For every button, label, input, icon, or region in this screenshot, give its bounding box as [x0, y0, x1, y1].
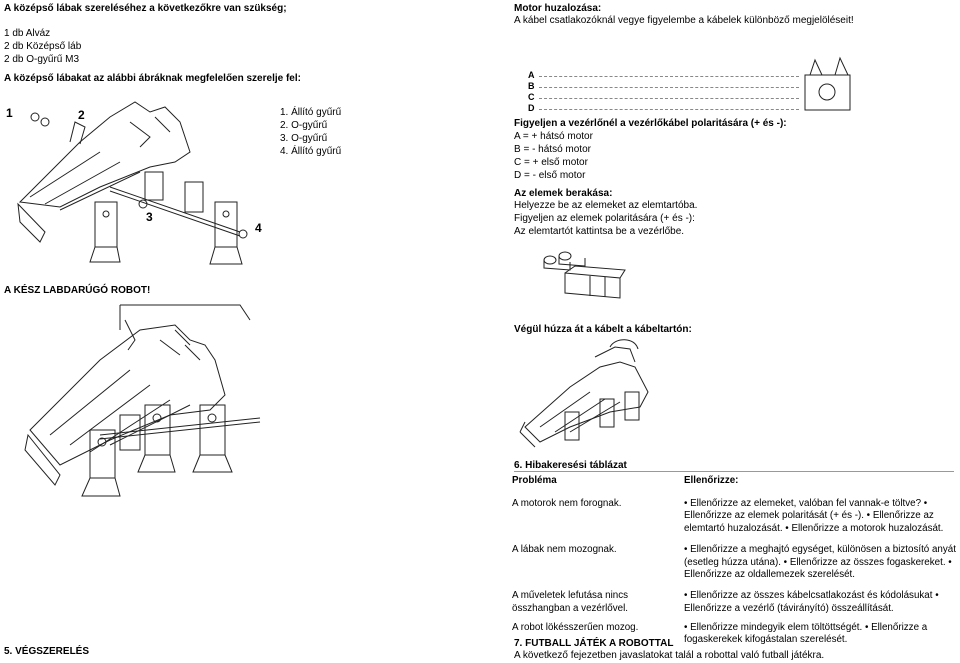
check-cell: • Ellenőrizze a meghajtó egységet, különösen a biztosító anyát (esetleg húzza utána). • Ellenőrizze az összes fogaskereket. • Ellenőrizze az oldallemezek szerelését. — [684, 543, 956, 581]
column-header-check: Ellenőrizze: — [684, 475, 739, 486]
motor-wiring-text: A kábel csatlakozóknál vegye figyelembe a kábelek különböző megjelöléseit! — [514, 15, 854, 26]
wire-c — [539, 98, 799, 99]
parts-list — [4, 27, 81, 66]
left-heading: A középső lábak szereléséhez a következőkre van szükség; — [4, 3, 287, 14]
table-row — [512, 490, 956, 538]
polarity-item: A = + hátsó motor — [514, 131, 593, 142]
section-5-title: 5. VÉGSZERELÉS — [4, 646, 90, 657]
wire-label-d: D — [528, 103, 535, 113]
section-7-text: A következő fejezetben javaslatokat talál a robottal való futball játékra. — [514, 650, 825, 661]
legend-item: 2. O-gyűrű — [280, 120, 328, 131]
check-cell: • Ellenőrizze mindegyik elem töltöttségét. • Ellenőrizze a fogaskerekek kifogástalan szerelését. — [684, 621, 928, 646]
wire-label-a: A — [528, 70, 535, 80]
polarity-title: Figyeljen a vezérlőnél a vezérlőkábel polaritására (+ és -): — [514, 118, 787, 129]
problem-cell: A lábak nem mozognak. — [512, 543, 617, 555]
problem-cell: A műveletek lefutása nincs összhangban a vezérlővel. — [512, 590, 629, 614]
legend-item: 4. Állító gyűrű — [280, 146, 342, 157]
table-row — [512, 538, 956, 584]
wire-a — [539, 76, 799, 77]
polarity-item: B = - hátsó motor — [514, 144, 591, 155]
part-item: 2 db Középső láb — [4, 41, 82, 52]
controller-illustration — [800, 55, 860, 115]
wire-d — [539, 109, 799, 110]
check-cell: • Ellenőrizze az összes kábelcsatlakozást és kódolásukat • Ellenőrizze a vezérlő (távirányító) összeállítását. — [684, 590, 939, 614]
wire-label-b: B — [528, 81, 535, 91]
problem-cell: A robot lökésszerűen mozog. — [512, 621, 639, 633]
polarity-item: C = + első motor — [514, 157, 588, 168]
battery-instruction: Helyezze be az elemeket az elemtartóba. — [514, 200, 698, 211]
battery-instruction: Az elemtartót kattintsa be a vezérlőbe. — [514, 226, 685, 237]
battery-insert-title: Az elemek berakása: — [514, 188, 613, 199]
table-header-row — [512, 473, 956, 490]
robot-cable-illustration — [520, 337, 660, 447]
motor-wiring-title: Motor huzalozása: — [514, 3, 602, 14]
troubleshooting-title: 6. Hibakeresési táblázat — [514, 460, 627, 471]
assembly-instruction: A középső lábakat az alábbi ábráknak megfelelően szerelje fel: — [4, 73, 301, 84]
part-item: 1 db Alváz — [4, 28, 51, 39]
table-row — [512, 584, 956, 617]
wire-b — [539, 87, 799, 88]
battery-holder-illustration — [530, 248, 630, 308]
legend-item: 1. Állító gyűrű — [280, 107, 342, 118]
finished-robot-illustration — [10, 300, 330, 510]
parts-legend — [280, 106, 341, 158]
polarity-item: D = - első motor — [514, 170, 586, 181]
finished-robot-title: A KÉSZ LABDARÚGÓ ROBOT! — [4, 285, 151, 296]
table-top-rule — [514, 471, 954, 472]
callout-3: 3 — [146, 210, 153, 224]
battery-insert-list — [514, 199, 697, 238]
section-7-title: 7. FUTBALL JÁTÉK A ROBOTTAL — [514, 638, 674, 649]
part-item: 2 db O-gyűrű M3 — [4, 54, 80, 65]
middle-leg-assembly-illustration — [0, 92, 260, 272]
callout-1: 1 — [6, 106, 13, 120]
troubleshooting-table — [512, 473, 956, 649]
wire-label-c: C — [528, 92, 535, 102]
callout-2: 2 — [78, 108, 85, 122]
problem-cell: A motorok nem forognak. — [512, 497, 622, 509]
legend-item: 3. O-gyűrű — [280, 133, 328, 144]
cable-holder-title: Végül húzza át a kábelt a kábeltartón: — [514, 324, 692, 335]
polarity-list — [514, 130, 593, 182]
column-header-problem: Probléma — [512, 475, 557, 486]
check-cell: • Ellenőrizze az elemeket, valóban fel vannak-e töltve? • Ellenőrizze az elemek polaritását (+ és -). • Ellenőrizze az elemtartó huzalozását. • Ellenőrizze a motorok huzalozását. — [684, 497, 944, 535]
callout-4: 4 — [255, 221, 262, 235]
battery-instruction: Figyeljen az elemek polaritására (+ és -): — [514, 213, 695, 224]
